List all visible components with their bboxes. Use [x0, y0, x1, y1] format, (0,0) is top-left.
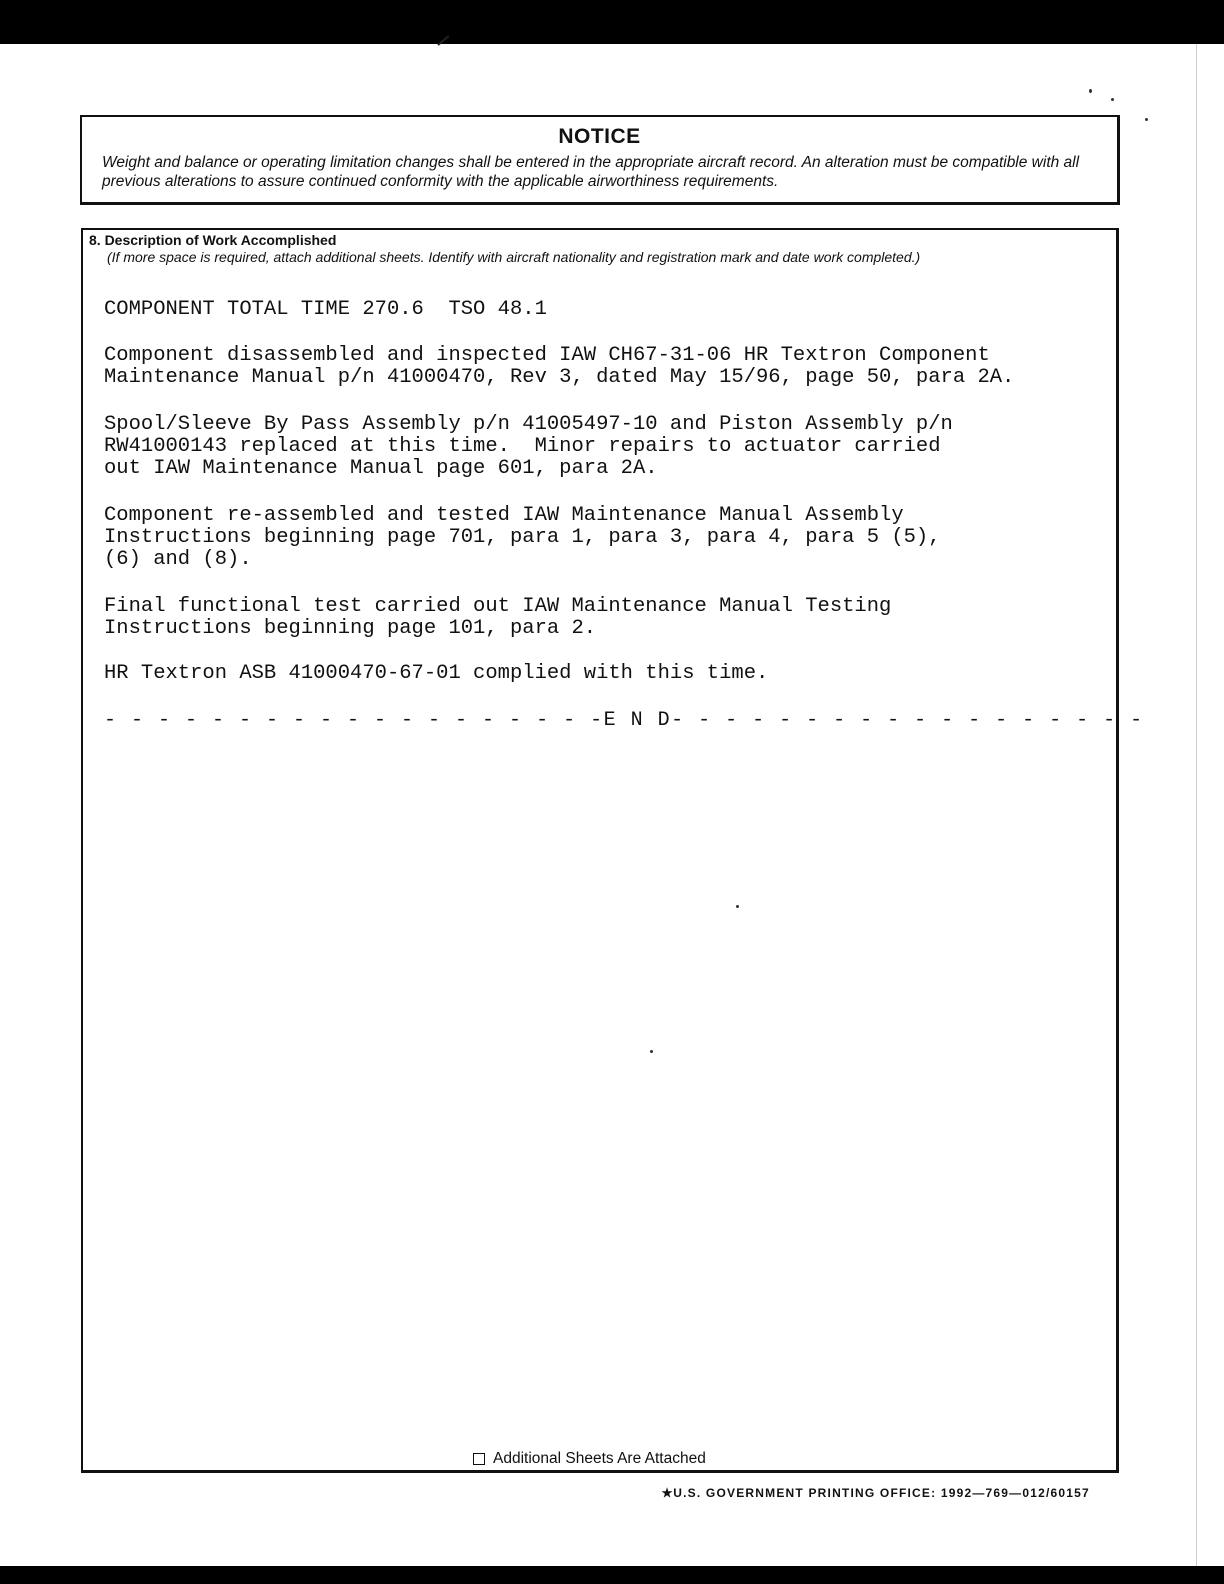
additional-sheets-row	[473, 1450, 706, 1468]
additional-sheets-checkbox[interactable]	[473, 1453, 485, 1465]
scan-border-bottom	[0, 1566, 1224, 1584]
field-hint: (If more space is required, attach additional sheets. Identify with aircraft nationality and registration mark and date work completed.)	[107, 249, 921, 265]
scan-border-left	[0, 44, 16, 1566]
typed-paragraph: COMPONENT TOTAL TIME 270.6 TSO 48.1	[104, 298, 547, 321]
field-label: 8. Description of Work Accomplished	[89, 232, 337, 248]
scan-border-right	[1196, 44, 1197, 1566]
typed-paragraph: Final functional test carried out IAW Maintenance Manual Testing Instructions beginning page 101, para 2.	[104, 595, 892, 640]
work-description-box	[81, 228, 1144, 1473]
scan-speck	[1145, 118, 1148, 121]
typed-paragraph: Spool/Sleeve By Pass Assembly p/n 41005497-10 and Piston Assembly p/n RW41000143 replaced at this time. Minor repairs to actuator carried out IAW Maintenance Manual page 601, para 2A.	[104, 413, 953, 480]
typed-paragraph: Component disassembled and inspected IAW CH67-31-06 HR Textron Component Maintenance Manual p/n 41000470, Rev 3, dated May 15/96, page 50, para 2A.	[104, 344, 1015, 389]
printing-office-footer: ✭U.S. GOVERNMENT PRINTING OFFICE: 1992—769—012/60157	[662, 1486, 1090, 1500]
scan-speck	[1089, 89, 1092, 93]
typed-paragraph: HR Textron ASB 41000470-67-01 complied with this time.	[104, 662, 769, 685]
end-marker: - - - - - - - - - - - - - - - - - - -E N D- - - - - - - - - - - - - - - - - -	[104, 709, 1144, 732]
scan-border-top	[0, 0, 1224, 44]
scan-speck	[1111, 98, 1114, 101]
notice-title: NOTICE	[558, 125, 641, 148]
additional-sheets-label: Additional Sheets Are Attached	[493, 1450, 706, 1467]
notice-box	[80, 115, 1120, 205]
notice-text: Weight and balance or operating limitation changes shall be entered in the appropriate aircraft record. An alteration must be compatible with all previous alterations to assure continued conformity with the applicable airworthiness requirements.	[102, 154, 1080, 190]
typed-paragraph: Component re-assembled and tested IAW Maintenance Manual Assembly Instructions beginning page 701, para 1, para 3, para 4, para 5 (5), (6) and (8).	[104, 504, 941, 571]
